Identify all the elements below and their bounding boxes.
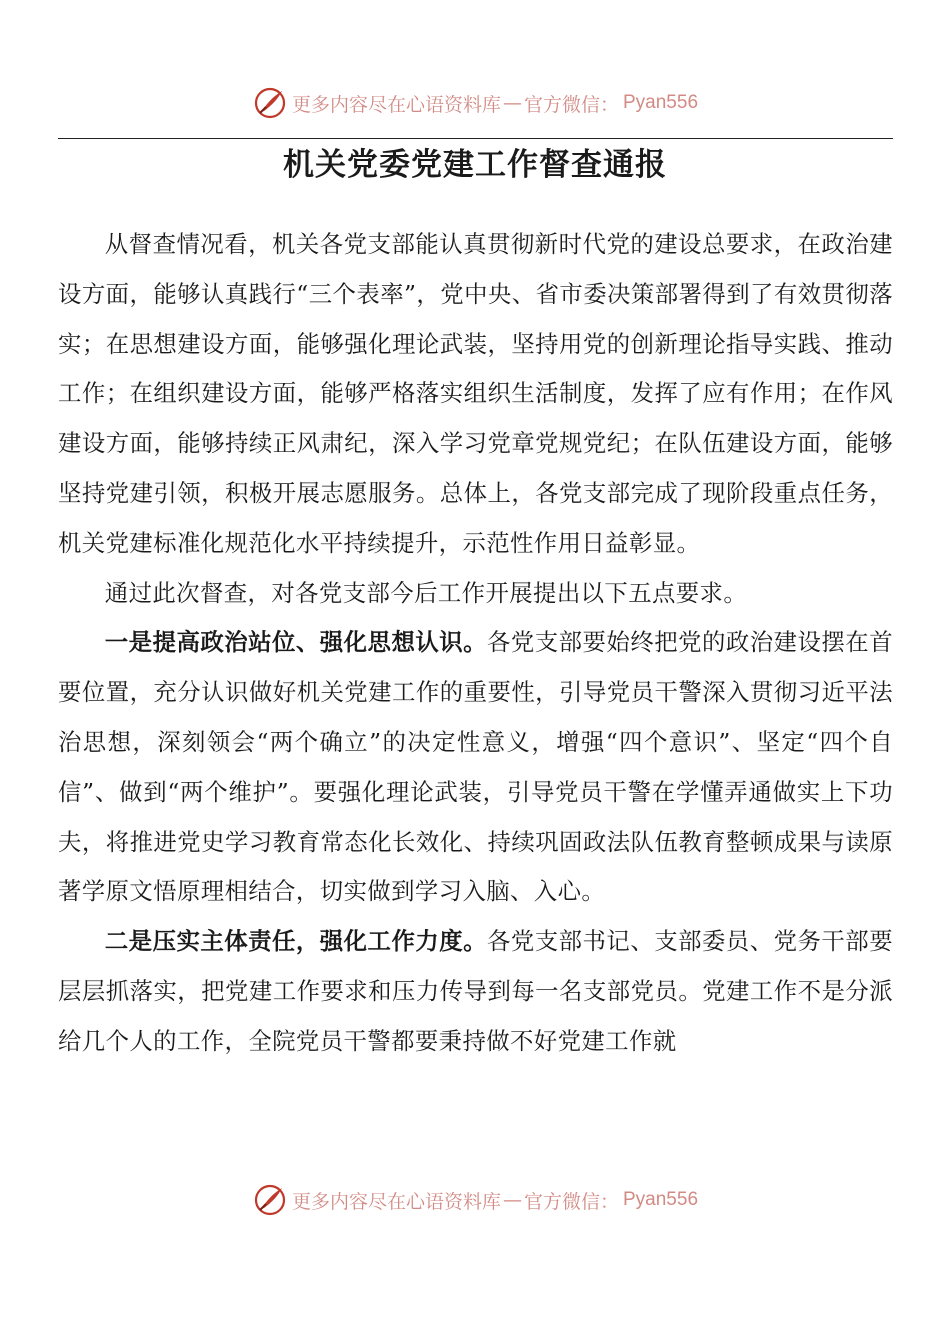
paragraph: [58, 917, 893, 1066]
watermark-footer: [0, 1180, 950, 1220]
paragraph-lead: 一是提高政治站位、强化思想认识。: [104, 628, 487, 657]
header-rule: [58, 138, 893, 139]
watermark-wechat-label: 官方微信：: [523, 93, 619, 116]
paragraph-text: 通过此次督查，对各党支部今后工作开展提出以下五点要求。: [104, 578, 748, 607]
paragraph-text: 各党支部要始终把党的政治建设摆在首要位置，充分认识做好机关党建工作的重要性，引导党员干警深入贯彻习近平法治思想，深刻领会“两个确立”的决定性意义，增强“四个意识”、坚定“四个自信”、做到“两个维护”。要强化理论武装，引导党员干警在学懂弄通做实上下功夫，将推进党史学习教育常态化长效化、持续巩固政法队伍教育整顿成果与读原著学原文悟原理相结合，切实做到学习入脑、入心。: [58, 628, 893, 906]
paragraph: [58, 618, 893, 917]
paragraph-text: 各党支部书记、支部委员、党务干部要层层抓落实，把党建工作要求和压力传导到每一名支部党员。党建工作不是分派给几个人的工作，全院党员干警都要秉持做不好党建工作就: [58, 927, 893, 1055]
paragraph: [58, 220, 893, 569]
quill-logo-icon: [252, 1182, 288, 1218]
paragraph-lead: 二是压实主体责任，强化工作力度。: [104, 927, 487, 956]
watermark-handle: Pyan556: [623, 92, 699, 113]
paragraph: [58, 569, 893, 619]
watermark-wechat-label: 官方微信：: [523, 1190, 619, 1213]
paragraph-text: 从督查情况看，机关各党支部能认真贯彻新时代党的建设总要求，在政治建设方面，能够认真践行“三个表率”，党中央、省市委决策部署得到了有效贯彻落实；在思想建设方面，能够强化理论武装，坚持用党的创新理论指导实践、推动工作；在组织建设方面，能够严格落实组织生活制度，发挥了应有作用；在作风建设方面，能够持续正风肃纪，深入学习党章党规党纪；在队伍建设方面，能够坚持党建引领，积极开展志愿服务。总体上，各党支部完成了现阶段重点任务，机关党建标准化规范化水平持续提升，示范性作用日益彰显。: [58, 230, 893, 557]
watermark-text: 更多内容尽在心语资料库: [291, 1190, 501, 1213]
document-title: 机关党委党建工作督查通报: [283, 147, 667, 183]
watermark-separator: —: [502, 92, 522, 114]
watermark-separator: —: [502, 1189, 522, 1211]
quill-logo-icon: [252, 85, 288, 121]
watermark-handle: Pyan556: [623, 1189, 699, 1210]
watermark-text: 更多内容尽在心语资料库: [291, 93, 501, 116]
document-body: [58, 220, 893, 1067]
watermark-header: [0, 83, 950, 123]
